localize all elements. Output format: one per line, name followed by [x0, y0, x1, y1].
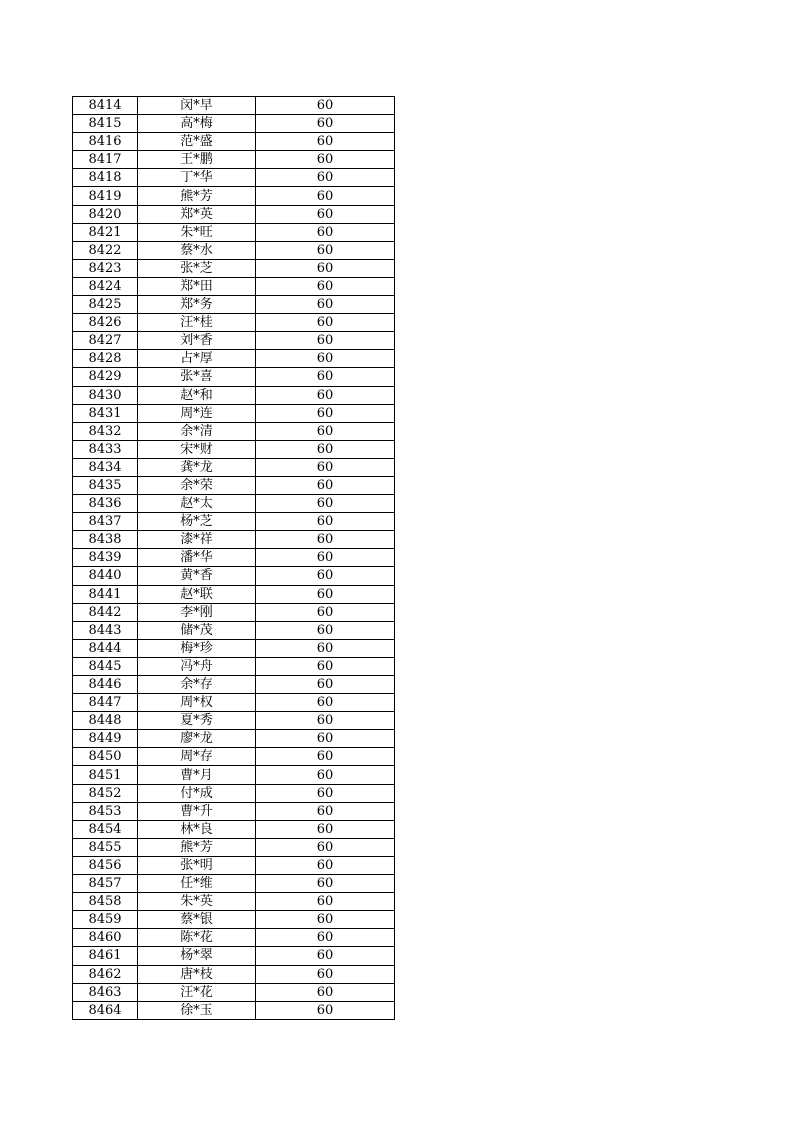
table-row — [73, 513, 395, 531]
table-row — [73, 585, 395, 603]
row-amount-cell: 60 — [256, 368, 395, 386]
row-amount-cell: 60 — [256, 531, 395, 549]
row-id-cell: 8448 — [73, 712, 138, 730]
table-row — [73, 115, 395, 133]
row-name-cell: 朱*旺 — [138, 223, 256, 241]
row-name-cell: 余*存 — [138, 676, 256, 694]
row-id-cell: 8438 — [73, 531, 138, 549]
row-id-cell: 8420 — [73, 205, 138, 223]
table-row — [73, 458, 395, 476]
table-row — [73, 422, 395, 440]
row-id-cell: 8449 — [73, 730, 138, 748]
row-name-cell: 周*连 — [138, 404, 256, 422]
row-id-cell: 8418 — [73, 169, 138, 187]
row-name-cell: 余*荣 — [138, 476, 256, 494]
row-amount-cell: 60 — [256, 947, 395, 965]
row-amount-cell: 60 — [256, 567, 395, 585]
row-id-cell: 8460 — [73, 929, 138, 947]
table-row — [73, 893, 395, 911]
row-name-cell: 潘*华 — [138, 549, 256, 567]
row-name-cell: 王*鹏 — [138, 151, 256, 169]
row-name-cell: 蔡*水 — [138, 241, 256, 259]
row-amount-cell: 60 — [256, 621, 395, 639]
table-row — [73, 187, 395, 205]
row-name-cell: 赵*太 — [138, 495, 256, 513]
table-row — [73, 766, 395, 784]
row-id-cell: 8459 — [73, 911, 138, 929]
row-id-cell: 8428 — [73, 350, 138, 368]
row-name-cell: 廖*龙 — [138, 730, 256, 748]
row-id-cell: 8429 — [73, 368, 138, 386]
row-amount-cell: 60 — [256, 802, 395, 820]
row-id-cell: 8446 — [73, 676, 138, 694]
table-row — [73, 567, 395, 585]
row-amount-cell: 60 — [256, 458, 395, 476]
row-name-cell: 任*维 — [138, 875, 256, 893]
table-row — [73, 947, 395, 965]
row-id-cell: 8451 — [73, 766, 138, 784]
row-id-cell: 8445 — [73, 657, 138, 675]
table-row — [73, 97, 395, 115]
row-id-cell: 8422 — [73, 241, 138, 259]
table-row — [73, 1001, 395, 1019]
row-name-cell: 闵*早 — [138, 97, 256, 115]
row-id-cell: 8416 — [73, 133, 138, 151]
row-amount-cell: 60 — [256, 495, 395, 513]
row-name-cell: 宋*财 — [138, 440, 256, 458]
table-row — [73, 856, 395, 874]
row-amount-cell: 60 — [256, 712, 395, 730]
row-amount-cell: 60 — [256, 929, 395, 947]
row-amount-cell: 60 — [256, 97, 395, 115]
row-id-cell: 8431 — [73, 404, 138, 422]
table-row — [73, 621, 395, 639]
row-amount-cell: 60 — [256, 259, 395, 277]
row-id-cell: 8442 — [73, 603, 138, 621]
row-amount-cell: 60 — [256, 748, 395, 766]
row-name-cell: 汪*花 — [138, 983, 256, 1001]
row-amount-cell: 60 — [256, 386, 395, 404]
row-name-cell: 张*喜 — [138, 368, 256, 386]
row-name-cell: 漆*祥 — [138, 531, 256, 549]
row-name-cell: 郑*田 — [138, 277, 256, 295]
table-row — [73, 332, 395, 350]
row-name-cell: 周*权 — [138, 694, 256, 712]
row-id-cell: 8456 — [73, 856, 138, 874]
row-name-cell: 黄*香 — [138, 567, 256, 585]
row-amount-cell: 60 — [256, 187, 395, 205]
table-row — [73, 205, 395, 223]
table-row — [73, 531, 395, 549]
roster-table — [72, 96, 395, 1020]
row-id-cell: 8444 — [73, 639, 138, 657]
row-amount-cell: 60 — [256, 639, 395, 657]
row-id-cell: 8461 — [73, 947, 138, 965]
row-amount-cell: 60 — [256, 404, 395, 422]
row-amount-cell: 60 — [256, 965, 395, 983]
row-id-cell: 8458 — [73, 893, 138, 911]
row-name-cell: 龚*龙 — [138, 458, 256, 476]
row-amount-cell: 60 — [256, 223, 395, 241]
row-id-cell: 8440 — [73, 567, 138, 585]
row-id-cell: 8454 — [73, 820, 138, 838]
row-amount-cell: 60 — [256, 603, 395, 621]
row-amount-cell: 60 — [256, 513, 395, 531]
row-name-cell: 高*梅 — [138, 115, 256, 133]
table-row — [73, 169, 395, 187]
row-name-cell: 梅*珍 — [138, 639, 256, 657]
row-name-cell: 曹*月 — [138, 766, 256, 784]
table-row — [73, 712, 395, 730]
row-name-cell: 唐*枝 — [138, 965, 256, 983]
row-amount-cell: 60 — [256, 549, 395, 567]
table-row — [73, 784, 395, 802]
row-name-cell: 范*盛 — [138, 133, 256, 151]
row-amount-cell: 60 — [256, 657, 395, 675]
table-row — [73, 386, 395, 404]
table-row — [73, 929, 395, 947]
row-name-cell: 杨*翠 — [138, 947, 256, 965]
table-row — [73, 404, 395, 422]
table-row — [73, 820, 395, 838]
row-id-cell: 8437 — [73, 513, 138, 531]
row-amount-cell: 60 — [256, 296, 395, 314]
table-row — [73, 911, 395, 929]
row-amount-cell: 60 — [256, 151, 395, 169]
row-name-cell: 赵*和 — [138, 386, 256, 404]
row-amount-cell: 60 — [256, 115, 395, 133]
row-amount-cell: 60 — [256, 585, 395, 603]
table-row — [73, 676, 395, 694]
row-id-cell: 8462 — [73, 965, 138, 983]
table-row — [73, 133, 395, 151]
table-row — [73, 549, 395, 567]
table-row — [73, 603, 395, 621]
row-amount-cell: 60 — [256, 820, 395, 838]
row-amount-cell: 60 — [256, 169, 395, 187]
row-amount-cell: 60 — [256, 875, 395, 893]
row-amount-cell: 60 — [256, 983, 395, 1001]
row-id-cell: 8435 — [73, 476, 138, 494]
row-id-cell: 8415 — [73, 115, 138, 133]
row-name-cell: 冯*舟 — [138, 657, 256, 675]
row-id-cell: 8425 — [73, 296, 138, 314]
row-id-cell: 8423 — [73, 259, 138, 277]
row-name-cell: 熊*芳 — [138, 838, 256, 856]
row-name-cell: 林*良 — [138, 820, 256, 838]
row-name-cell: 蔡*银 — [138, 911, 256, 929]
row-amount-cell: 60 — [256, 766, 395, 784]
row-amount-cell: 60 — [256, 314, 395, 332]
row-name-cell: 李*刚 — [138, 603, 256, 621]
row-name-cell: 张*明 — [138, 856, 256, 874]
row-name-cell: 赵*联 — [138, 585, 256, 603]
table-row — [73, 368, 395, 386]
row-id-cell: 8436 — [73, 495, 138, 513]
row-id-cell: 8455 — [73, 838, 138, 856]
table-row — [73, 983, 395, 1001]
table-row — [73, 476, 395, 494]
row-id-cell: 8414 — [73, 97, 138, 115]
table-row — [73, 223, 395, 241]
row-amount-cell: 60 — [256, 1001, 395, 1019]
table-row — [73, 495, 395, 513]
table-row — [73, 241, 395, 259]
table-row — [73, 350, 395, 368]
row-amount-cell: 60 — [256, 440, 395, 458]
table-row — [73, 296, 395, 314]
row-name-cell: 熊*芳 — [138, 187, 256, 205]
table-row — [73, 277, 395, 295]
row-id-cell: 8443 — [73, 621, 138, 639]
row-name-cell: 夏*秀 — [138, 712, 256, 730]
row-name-cell: 付*成 — [138, 784, 256, 802]
row-id-cell: 8450 — [73, 748, 138, 766]
table-row — [73, 657, 395, 675]
table-row — [73, 965, 395, 983]
row-id-cell: 8439 — [73, 549, 138, 567]
table-row — [73, 639, 395, 657]
table-row — [73, 875, 395, 893]
row-amount-cell: 60 — [256, 784, 395, 802]
row-name-cell: 曹*升 — [138, 802, 256, 820]
row-amount-cell: 60 — [256, 694, 395, 712]
row-amount-cell: 60 — [256, 730, 395, 748]
row-id-cell: 8433 — [73, 440, 138, 458]
roster-table-body — [73, 97, 395, 1020]
row-amount-cell: 60 — [256, 332, 395, 350]
row-id-cell: 8417 — [73, 151, 138, 169]
row-id-cell: 8457 — [73, 875, 138, 893]
row-amount-cell: 60 — [256, 205, 395, 223]
row-id-cell: 8441 — [73, 585, 138, 603]
table-row — [73, 802, 395, 820]
row-amount-cell: 60 — [256, 476, 395, 494]
row-amount-cell: 60 — [256, 676, 395, 694]
row-name-cell: 占*厚 — [138, 350, 256, 368]
row-amount-cell: 60 — [256, 241, 395, 259]
row-id-cell: 8427 — [73, 332, 138, 350]
row-id-cell: 8453 — [73, 802, 138, 820]
row-amount-cell: 60 — [256, 277, 395, 295]
row-name-cell: 汪*桂 — [138, 314, 256, 332]
row-amount-cell: 60 — [256, 133, 395, 151]
row-name-cell: 周*存 — [138, 748, 256, 766]
row-name-cell: 储*茂 — [138, 621, 256, 639]
row-name-cell: 杨*芝 — [138, 513, 256, 531]
row-name-cell: 陈*花 — [138, 929, 256, 947]
table-row — [73, 838, 395, 856]
row-id-cell: 8424 — [73, 277, 138, 295]
row-amount-cell: 60 — [256, 856, 395, 874]
row-id-cell: 8426 — [73, 314, 138, 332]
row-amount-cell: 60 — [256, 422, 395, 440]
row-id-cell: 8463 — [73, 983, 138, 1001]
row-name-cell: 郑*英 — [138, 205, 256, 223]
table-row — [73, 259, 395, 277]
row-amount-cell: 60 — [256, 350, 395, 368]
row-id-cell: 8464 — [73, 1001, 138, 1019]
row-name-cell: 徐*玉 — [138, 1001, 256, 1019]
table-row — [73, 440, 395, 458]
table-row — [73, 748, 395, 766]
table-row — [73, 694, 395, 712]
row-amount-cell: 60 — [256, 911, 395, 929]
row-id-cell: 8419 — [73, 187, 138, 205]
row-id-cell: 8452 — [73, 784, 138, 802]
row-name-cell: 朱*英 — [138, 893, 256, 911]
row-name-cell: 郑*务 — [138, 296, 256, 314]
table-row — [73, 730, 395, 748]
row-amount-cell: 60 — [256, 838, 395, 856]
table-row — [73, 314, 395, 332]
row-id-cell: 8434 — [73, 458, 138, 476]
row-name-cell: 刘*香 — [138, 332, 256, 350]
row-id-cell: 8432 — [73, 422, 138, 440]
table-row — [73, 151, 395, 169]
row-name-cell: 余*清 — [138, 422, 256, 440]
row-name-cell: 张*芝 — [138, 259, 256, 277]
row-name-cell: 丁*华 — [138, 169, 256, 187]
row-id-cell: 8430 — [73, 386, 138, 404]
row-id-cell: 8447 — [73, 694, 138, 712]
row-id-cell: 8421 — [73, 223, 138, 241]
row-amount-cell: 60 — [256, 893, 395, 911]
